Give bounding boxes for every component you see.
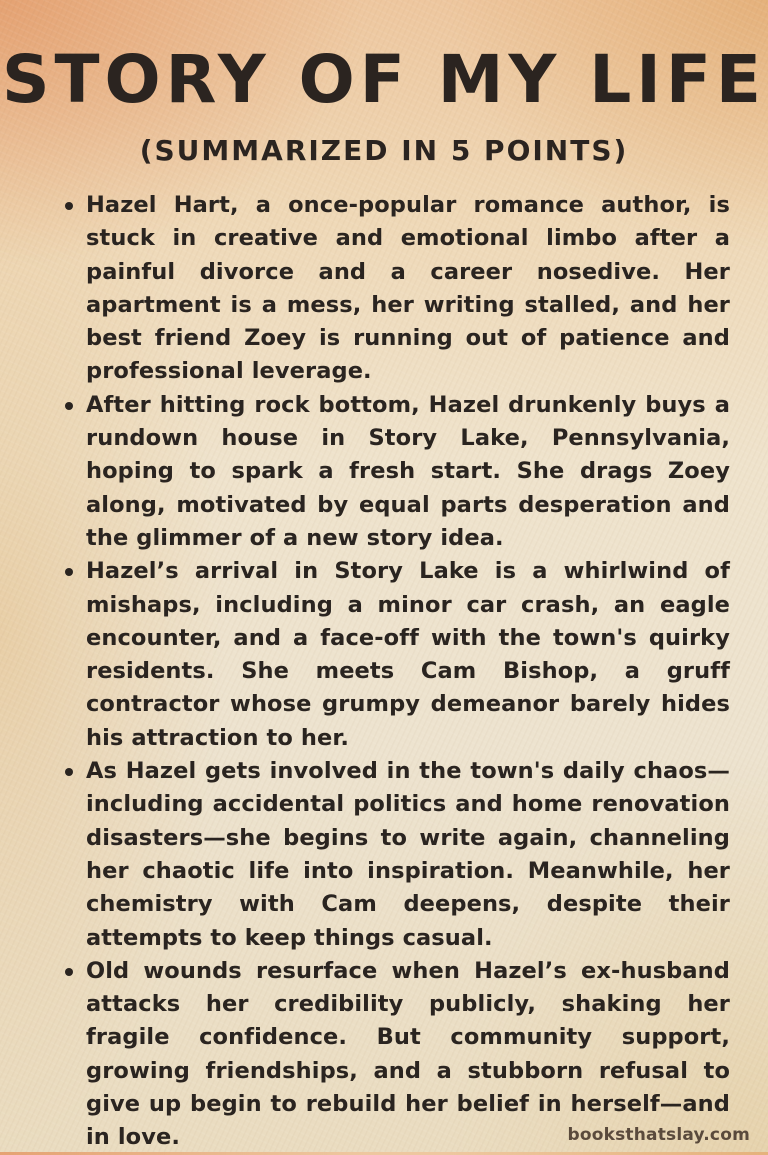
summary-point-1 (86, 189, 730, 389)
bullet-dot-icon (65, 968, 73, 976)
page-title: STORY OF MY LIFE (1, 41, 767, 118)
summary-point-text: Hazel Hart, a once-popular romance author, is stuck in creative and emotional limbo after a painful divorce and a career nosedive. Her apartment is a mess, her writing stalled, and her best friend Zoey is running out of patience and professional leverage. (86, 192, 730, 385)
bullet-dot-icon (65, 402, 73, 410)
summary-points-list (86, 189, 730, 1155)
summary-point-text: After hitting rock bottom, Hazel drunkenly buys a rundown house in Story Lake, Pennsylvania, hoping to spark a fresh start. She drags Zoey along, motivated by equal parts desperation and the glimmer of a new story idea. (86, 391, 730, 551)
bullet-dot-icon (65, 768, 73, 776)
bullet-dot-icon (65, 202, 73, 210)
bullet-dot-icon (65, 568, 73, 576)
site-watermark: booksthatslay.com (567, 1125, 750, 1145)
page-subtitle: (SUMMARIZED IN 5 POINTS) (139, 134, 629, 167)
summary-point-text: Hazel’s arrival in Story Lake is a whirlwind of mishaps, including a minor car crash, an eagle encounter, and a face-off with the town's quirky residents. She meets Cam Bishop, a gruff contractor whose grumpy demeanor barely hides his attraction to her. (86, 558, 730, 751)
summary-point-3 (86, 555, 730, 755)
summary-point-text: As Hazel gets involved in the town's daily chaos—including accidental politics and home renovation disasters—she begins to write again, channeling her chaotic life into inspiration. Meanwhile, her chemistry with Cam deepens, despite their attempts to keep things casual. (86, 758, 730, 951)
summary-point-text: Old wounds resurface when Hazel’s ex-husband attacks her credibility publicly, shaking her fragile confidence. But community support, growing friendships, and a stubborn refusal to give up begin to rebuild her belief in herself—and in love. (86, 957, 730, 1151)
summary-point-4 (86, 755, 730, 955)
summary-point-2 (86, 389, 730, 555)
